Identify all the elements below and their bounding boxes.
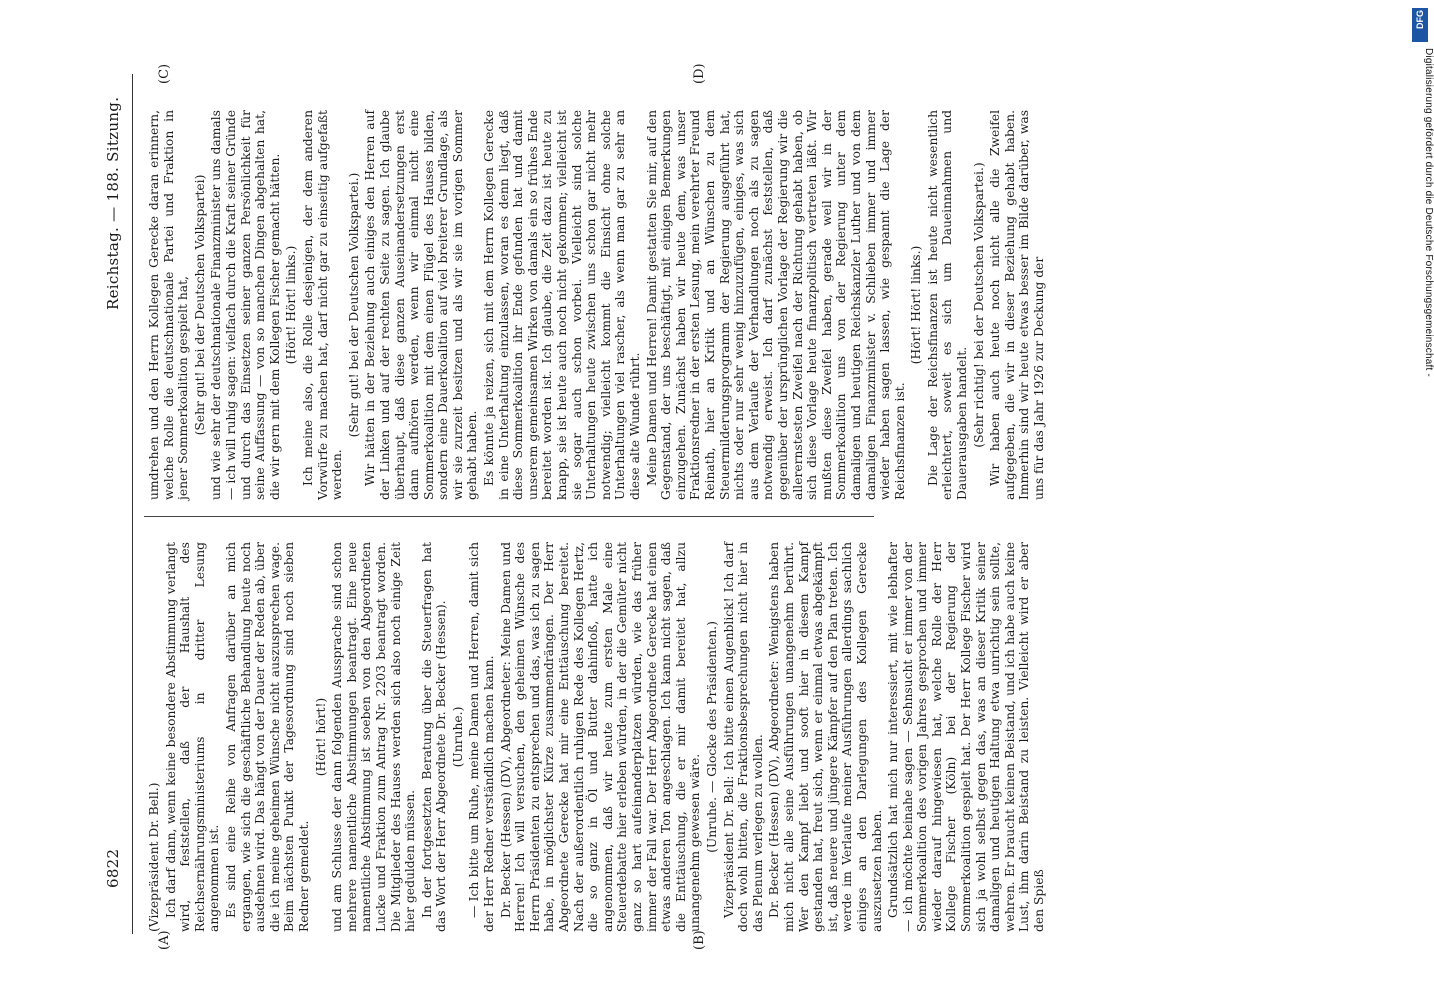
side-note bbox=[1408, 8, 1434, 993]
paragraph: und wie sehr der deutschnationale Finanzminister uns damals — ich will ruhig sagen: vielfach durch die Kraft seiner Gründe und durch das Einsetzen seiner ganzen Persönlichkeit für seine Auffassung — von so manchen Dingen abgehalten hat, die wir gern mit dem Kollegen Fischer gemacht hätten. bbox=[209, 110, 282, 500]
right-column bbox=[147, 110, 1049, 500]
paragraph: Ich meine also, die Rolle desjenigen, der dem anderen Vorwürfe zu machen hat, darf nicht gar zu einseitig aufgefaßt werden. bbox=[300, 110, 345, 500]
margin-mark-a: (A) bbox=[157, 930, 172, 950]
paragraph: Vizepräsident Dr. Bell: Ich bitte einen Augenblick! Ich darf doch wohl bitten, die Fraktionsbesprechungen nicht hier in das Plenum verlegen zu wollen. bbox=[721, 542, 765, 932]
paragraph: (Unruhe.) bbox=[450, 706, 465, 768]
dfg-note-text: Digitalisierung gefördert durch die Deutsche Forschungsgemeinschaft - bbox=[1423, 48, 1434, 377]
paragraph: Es könnte ja reizen, sich mit dem Herrn Kollegen Gerecke in eine Unterhaltung einzulassen, woran es denn liegt, daß diese Sommerkoalition ihr Ende gefunden hat und damit unserem gemeinsamen Wirken von damals ein so frühes Ende bereitet worden ist. Ich glaube, die Zeit dazu ist heute zu knapp, sie ist heute auch noch nicht gekommen; vielleicht ist sie sogar auch schon vorbei. Vielleicht sind solche Unterhaltungen heute zwischen uns schon gar nicht mehr notwendig; vielleicht kommt die Einsicht ohne solche Unterhaltungen viel rascher, als wenn man gar zu sehr an diese alte Wunde rührt. bbox=[482, 110, 642, 500]
paragraph: Dr. Becker (Hessen) (DV), Abgeordneter: Wenigstens haben mich nicht alle seine Ausführungen unangenehm berührt. Wer den Kampf liebt und sooft hier in diesem Kampf gestanden hat, freut sich, wenn er einmal etwas abgekämpft ist, daß neuere und jüngere Kämpfer auf den Plan treten. Ich werde im Verlaufe meiner Ausführungen allerdings sachlich einiges an den Darlegungen des Kollegen Gerecke auszusetzen haben. bbox=[767, 542, 884, 932]
paragraph: und am Schlusse der dann folgenden Aussprache sind schon mehrere namentliche Abstimmungen beantragt. Eine neue namentliche Abstimmung ist soeben von den Abgeordneten Lucke und Fraktion zum Antrag Nr. 2203 beantragt worden. Die Mitglieder des Hauses werden sich also noch einige Zeit hier gedulden müssen. bbox=[330, 542, 418, 932]
dfg-logo-text: DFG bbox=[1415, 10, 1425, 29]
paragraph: Ich darf dann, wenn keine besondere Abstimmung verlangt wird, feststellen, daß der Haushalt des Reichsernährungsministeriums in dritter Lesung angenommen ist. bbox=[163, 542, 222, 932]
paragraph: — Ich bitte um Ruhe, meine Damen und Herren, damit sich der Herr Redner verständlich machen kann. bbox=[467, 542, 497, 932]
paragraph: (Hört! hört!) bbox=[313, 697, 328, 777]
paragraph: (Vizepräsident Dr. Bell.) bbox=[147, 782, 161, 932]
paragraph: Wir haben auch heute noch nicht alle die Zweifel aufgegeben, die wir in dieser Beziehung gehabt haben. Immerhin sind wir heute etwas besser im Bilde darüber, was uns für das Jahr 1926 zur Deckung der bbox=[988, 110, 1047, 500]
paragraph: (Sehr richtig! bei der Deutschen Volkspartei.) bbox=[971, 162, 986, 448]
paragraph: Meine Damen und Herren! Damit gestatten Sie mir, auf den Gegenstand, der uns beschäftigt, mit einigen Bemerkungen einzugehen. Zunächst haben wir heute dem, was unser Fraktionsredner in der ersten Lesung, mein verehrter Freund Reinath, hier an Kritik und an Wünschen zu dem Steuermilderungsprogramm der Regierung ausgeführt hat, nichts oder nur sehr wenig hinzuzufügen, einiges, was sich aus dem Verlaufe der Verhandlungen noch als zu sagen notwendig erweist. Ich darf zunächst feststellen, daß gegenüber der ursprünglichen Vorlage der Regierung wir die allerernstesten Zweifel nach der Richtung gehabt haben, ob sich diese Vorlage heute finanzpolitisch vertreten läßt. Wir mußten diese Zweifel haben, gerade weil wir in der Sommerkoalition uns von der Regierung unter dem damaligen und heutigen Reichskanzler Luther und von dem damaligen Finanzminister v. Schlieben immer und immer wieder haben sagen lassen, wie gespannt die Lage der Reichsfinanzen ist. bbox=[644, 110, 907, 500]
paragraph: (Hört! Hört! links.) bbox=[909, 245, 924, 365]
dfg-logo bbox=[1412, 8, 1428, 42]
paragraph: Dr. Becker (Hessen) (DV), Abgeordneter: Meine Damen und Herren! Ich will versuchen, den geheimen Wünsche des Herrn Präsidenten zu entsprechen und das, was ich zu sagen habe, in möglichster Kürze zusammendrängen. Der Herr Abgeordnete Gerecke hat mir eine Enttäuschung bereitet. Nach der außerordentlich ruhigen Rede des Kollegen Hertz, die so ganz in Öl und Butter dahinfloß, hatte ich angenommen, daß wir heute zum ersten Male eine Steuerdebatte hier erleben würden, in der die Gemüter nicht ganz so hart aufeinanderplatzen würden, wie das früher immer der Fall war. Der Herr Abgeordnete Gerecke hat einen etwas anderen Ton angeschlagen. Ich kann nicht sagen, daß die Enttäuschung, die er mir damit bereitet hat, allzu unangenehm gewesen wäre. bbox=[498, 542, 703, 932]
paragraph: (Hört! Hört! links.) bbox=[284, 245, 299, 365]
paragraph: In der fortgesetzten Beratung über die Steuerfragen hat das Wort der Herr Abgeordnete Dr. Becker (Hessen). bbox=[419, 542, 449, 932]
margin-mark-d: (D) bbox=[692, 63, 707, 84]
margin-mark-b: (B) bbox=[692, 930, 707, 950]
paragraph: (Sehr gut! bei der Deutschen Volkspartei.) bbox=[346, 172, 361, 438]
paragraph: Grundsätzlich hat mich nur interessiert, mit wie lebhafter — ich möchte beinahe sagen — Sehnsucht er immer von der Sommerkoalition des vorigen Jahres gesprochen und immer wieder darauf hingewiesen hat, welche Rolle der Herr Kollege Fischer (Köln) bei der Regierung der Sommerkoalition gespielt hat. Der Herr Kollege Fischer wird sich ja wohl selbst gegen das, was an dieser Kritik seiner damaligen und heutigen Haltung etwa unrichtig sein sollte, wehren. Er braucht keinen Beistand, und ich habe auch keine Lust, ihm darin Beistand zu leisten. Vielleicht wird er aber den Spieß bbox=[886, 542, 1047, 932]
rotated-text-page bbox=[92, 50, 1342, 950]
paragraph: Es sind eine Reihe von Anfragen darüber an mich ergangen, wie sich die geschäftliche Behandlung heute noch ausdehnen wird. Das hängt von der Dauer der Reden ab, über die ich meine geheimen Wünsche nicht auszusprechen wage. Beim nächsten Punkt der Tagesordnung sind noch sieben Redner gemeldet. bbox=[223, 542, 311, 932]
margin-mark-c: (C) bbox=[157, 63, 172, 84]
paragraph: umdrehen und den Herrn Kollegen Gerecke daran erinnern, welche Rolle die deutschnationale Partei und Fraktion in jener Sommerkoalition gespielt hat, bbox=[147, 110, 191, 500]
header-rule bbox=[132, 74, 133, 934]
column-divider bbox=[144, 516, 874, 517]
paragraph: Die Lage der Reichsfinanzen ist heute nicht wesentlich erleichtert, soweit es sich um Daueinnahmen und Dauerausgaben handelt. bbox=[925, 110, 970, 500]
session-title: Reichstag. — 188. Sitzung. bbox=[104, 96, 122, 310]
paragraph: (Unruhe. — Glocke des Präsidenten.) bbox=[704, 621, 719, 853]
paragraph: (Sehr gut! bei der Deutschen Volkspartei) bbox=[192, 174, 207, 436]
left-column bbox=[147, 542, 1049, 932]
paragraph: Wir hätten in der Beziehung auch einiges den Herren auf der Linken und auf der rechten Seite zu sagen. Ich glaube überhaupt, daß diese ganzen Auseinandersetzungen erst dann aufhören werden, wenn wir einmal nicht eine Sommerkoalition mit dem einen Flügel des Hauses bilden, sondern eine Dauerkoalition auf viel breiterer Grundlage, als wir sie zurzeit besitzen und als wir sie im vorigen Sommer gehabt haben. bbox=[363, 110, 480, 500]
page-number: 6822 bbox=[104, 848, 122, 888]
